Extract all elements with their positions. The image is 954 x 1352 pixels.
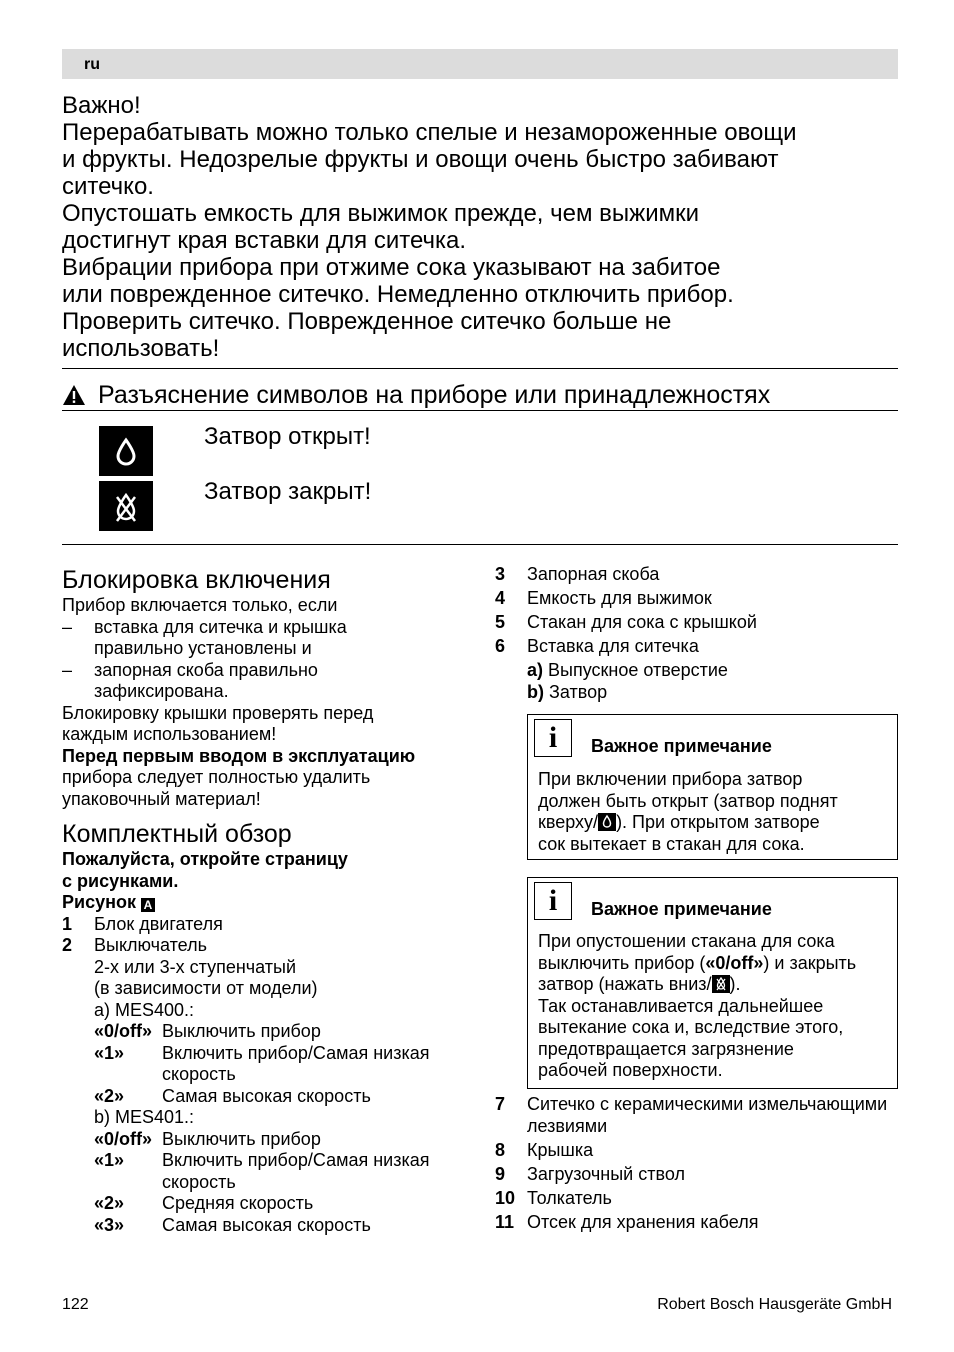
sub-text: Затвор <box>549 681 608 702</box>
list-item <box>62 935 472 957</box>
note-text: сок вытекает в стакан для сока. <box>538 833 805 854</box>
model-b: b) MES401.: <box>94 1107 195 1127</box>
note-text <box>538 812 887 834</box>
right-column-bottom <box>495 1094 898 1236</box>
symbol-closed-text: Затвор закрыт! <box>204 478 372 505</box>
figure-ref <box>62 892 472 914</box>
lock-intro: Прибор включается только, если <box>62 595 338 615</box>
list-item <box>62 660 472 703</box>
switch-row <box>62 1193 472 1215</box>
item-text: Ситечко с керамическими измельчающими лезвиями <box>527 1094 888 1136</box>
info-icon: i <box>534 882 572 920</box>
language-bar <box>62 49 898 79</box>
sub-text: Выпускное отверстие <box>548 660 728 680</box>
note-text <box>538 974 887 996</box>
symbol-open-text: Затвор открыт! <box>204 423 371 450</box>
item-text: Емкость для выжимок <box>527 588 712 608</box>
note-text-part: затвор (нажать вниз/ <box>538 974 712 994</box>
page-number: 122 <box>62 1296 89 1313</box>
item2-desc: (в зависимости от модели) <box>94 978 318 998</box>
list-item <box>495 1212 898 1234</box>
note-text-part: «0/off» <box>705 952 764 973</box>
note-title: Важное примечание <box>591 736 772 756</box>
switch-val: Выключить прибор <box>162 1021 321 1041</box>
bullet-text: запорная скоба правильно <box>94 659 318 680</box>
open-page: с рисунками. <box>62 870 179 891</box>
switch-key: «0/off» <box>94 1128 153 1149</box>
list-item <box>495 588 898 610</box>
switch-val: Средняя скорость <box>162 1193 314 1213</box>
item-number: 1 <box>62 913 73 934</box>
lock-title: Блокировка включения <box>62 566 331 594</box>
sub-label: b) <box>527 681 544 702</box>
item-text: Блок двигателя <box>94 913 223 934</box>
switch-val: Включить прибор/Самая низкая скорость <box>162 1150 430 1192</box>
item-number: 10 <box>495 1187 516 1208</box>
sub-item <box>495 682 898 704</box>
info-icon: i <box>534 719 572 757</box>
item2-desc: 2-х или 3-х ступенчатый <box>94 956 296 977</box>
important-line: Проверить ситечко. Поврежденное ситечко больше не <box>62 308 672 335</box>
note-text: вытекание сока и, вследствие этого, <box>538 1017 844 1037</box>
list-item <box>495 1164 898 1186</box>
item-text: Запорная скоба <box>527 564 660 584</box>
switch-val: Самая высокая скорость <box>162 1085 371 1106</box>
list-item <box>62 617 472 660</box>
lock-check: Блокировку крышки проверять перед <box>62 702 374 723</box>
item-number: 9 <box>495 1163 506 1184</box>
bullet-mark: – <box>62 616 73 637</box>
drop-open-icon <box>598 813 616 831</box>
switch-row <box>62 1021 472 1043</box>
item-text: Отсек для хранения кабеля <box>527 1211 759 1232</box>
divider <box>62 368 898 369</box>
important-note-box <box>527 877 898 1089</box>
drop-closed-icon <box>99 481 153 531</box>
item-number: 8 <box>495 1139 506 1160</box>
first-use-bold: Перед первым вводом в эксплуатацию <box>62 745 416 766</box>
footer-company: Robert Bosch Hausgeräte GmbH <box>657 1296 892 1313</box>
important-line: Перерабатывать можно только спелые и незамороженные овощи <box>62 119 797 146</box>
first-use: прибора следует полностью удалить <box>62 767 371 787</box>
item-text: Загрузочный ствол <box>527 1163 685 1184</box>
switch-key: «3» <box>94 1214 125 1235</box>
item-text: Толкатель <box>527 1187 612 1208</box>
list-item <box>495 564 898 586</box>
switch-row <box>62 1215 472 1237</box>
switch-row <box>62 1150 472 1193</box>
list-item <box>495 1094 898 1137</box>
left-column <box>62 565 472 1236</box>
note-text: При опустошении стакана для сока <box>538 931 835 951</box>
note-text-part: ). При открытом затворе <box>616 812 820 832</box>
list-item <box>495 1140 898 1162</box>
item-number: 11 <box>495 1211 515 1232</box>
important-line: использовать! <box>62 335 220 362</box>
important-label: Важно! <box>62 92 141 119</box>
bullet-text: зафиксирована. <box>94 681 229 701</box>
note-text-part: кверху/ <box>538 812 599 832</box>
lock-check: каждым использованием! <box>62 724 277 744</box>
item-text: Стакан для сока с крышкой <box>527 612 757 632</box>
switch-key: «2» <box>94 1085 125 1106</box>
note-text: рабочей поверхности. <box>538 1060 723 1080</box>
sub-label: a) <box>527 660 544 680</box>
divider <box>62 410 898 411</box>
switch-row <box>62 1086 472 1108</box>
item-number: 4 <box>495 588 506 608</box>
figure-label: Рисунок <box>62 892 136 912</box>
switch-row <box>62 1043 472 1086</box>
item-text: Выключатель <box>94 935 207 955</box>
item-text: Вставка для ситечка <box>527 636 699 656</box>
bullet-mark: – <box>62 659 73 680</box>
note-text: Так останавливается дальнейшее <box>538 995 824 1016</box>
figure-letter-badge: A <box>141 898 155 912</box>
note-title: Важное примечание <box>591 899 772 919</box>
important-note-box <box>527 714 898 860</box>
switch-key: «1» <box>94 1150 125 1170</box>
item-number: 3 <box>495 564 506 584</box>
list-item <box>495 1188 898 1210</box>
bullet-text: вставка для ситечка и крышка <box>94 616 347 637</box>
note-text-part: выключить прибор ( <box>538 952 706 973</box>
item-number: 2 <box>62 935 73 955</box>
important-line: ситечко. <box>62 173 154 200</box>
note-text: предотвращается загрязнение <box>538 1038 794 1059</box>
overview-title: Комплектный обзор <box>62 820 292 848</box>
switch-key: «1» <box>94 1042 125 1063</box>
note-text-part: ) и закрыть <box>763 952 857 973</box>
item-text: Крышка <box>527 1139 594 1160</box>
switch-key: «0/off» <box>94 1021 153 1041</box>
important-line: Вибрации прибора при отжиме сока указывают на забитое <box>62 254 721 281</box>
drop-closed-icon <box>712 975 730 993</box>
item-number: 6 <box>495 636 506 656</box>
switch-val: Включить прибор/Самая низкая скорость <box>162 1042 430 1084</box>
important-line: Опустошать емкость для выжимок прежде, чем выжимки <box>62 200 700 227</box>
bullet-text: правильно установлены и <box>94 638 312 658</box>
symbols-heading <box>62 380 898 410</box>
note-text-part: ). <box>729 974 741 994</box>
warning-icon <box>62 384 86 406</box>
drop-open-icon <box>99 426 153 476</box>
sub-item <box>495 660 898 682</box>
open-page: Пожалуйста, откройте страницу <box>62 849 348 869</box>
switch-val: Самая высокая скорость <box>162 1214 371 1235</box>
first-use: упаковочный материал! <box>62 788 261 809</box>
list-item <box>62 914 472 936</box>
note-text <box>538 953 887 975</box>
switch-row <box>62 1129 472 1151</box>
switch-key: «2» <box>94 1193 125 1213</box>
note-text: должен быть открыт (затвор поднят <box>538 790 838 811</box>
important-notice <box>62 92 902 362</box>
divider <box>62 544 898 545</box>
right-column-top <box>495 564 898 703</box>
note-text: При включении прибора затвор <box>538 769 803 789</box>
list-item <box>495 636 898 658</box>
symbols-heading-text: Разъяснение символов на приборе или принадлежностях <box>98 381 771 409</box>
switch-val: Выключить прибор <box>162 1128 321 1149</box>
item-number: 5 <box>495 612 506 632</box>
important-line: и фрукты. Недозрелые фрукты и овощи очень быстро забивают <box>62 146 779 173</box>
important-line: или поврежденное ситечко. Немедленно отключить прибор. <box>62 281 734 308</box>
important-line: достигнут края вставки для ситечка. <box>62 227 467 254</box>
item-number: 7 <box>495 1094 506 1114</box>
list-item <box>495 612 898 634</box>
model-a: a) MES400.: <box>94 999 195 1020</box>
language-code: ru <box>84 56 100 73</box>
